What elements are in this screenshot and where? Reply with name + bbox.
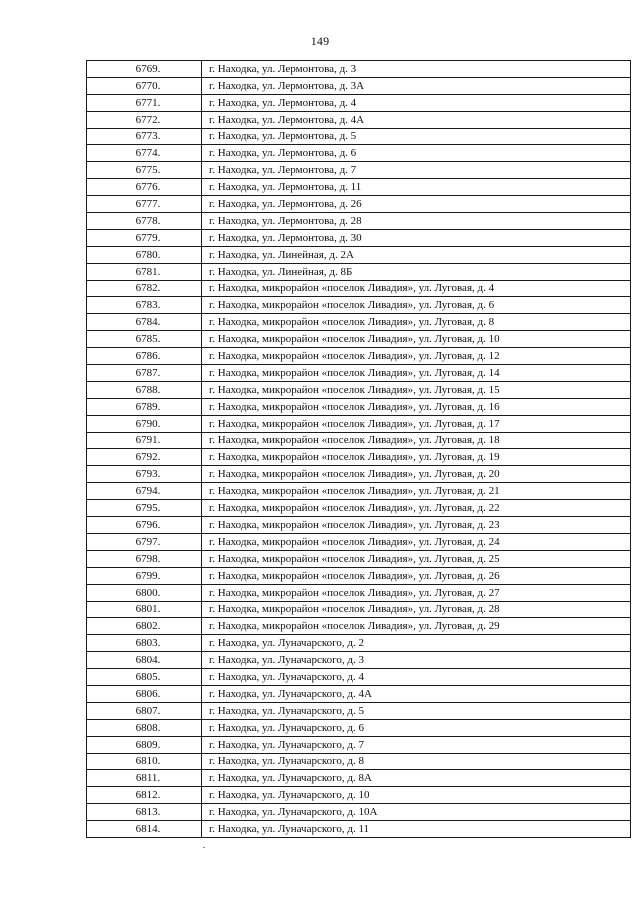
address-cell: г. Находка, микрорайон «поселок Ливадия», ул. Луговая, д. 15 bbox=[202, 381, 631, 398]
address-cell: г. Находка, ул. Лермонтова, д. 4 bbox=[202, 94, 631, 111]
address-cell: г. Находка, микрорайон «поселок Ливадия», ул. Луговая, д. 26 bbox=[202, 567, 631, 584]
row-number-cell: 6770. bbox=[87, 77, 202, 94]
table-row bbox=[87, 702, 631, 719]
table-row bbox=[87, 533, 631, 550]
table-row bbox=[87, 314, 631, 331]
table-row bbox=[87, 466, 631, 483]
address-cell: г. Находка, микрорайон «поселок Ливадия», ул. Луговая, д. 16 bbox=[202, 398, 631, 415]
address-cell: г. Находка, ул. Лермонтова, д. 3 bbox=[202, 61, 631, 78]
table-row bbox=[87, 61, 631, 78]
row-number-cell: 6799. bbox=[87, 567, 202, 584]
table-row bbox=[87, 280, 631, 297]
row-number-cell: 6813. bbox=[87, 804, 202, 821]
row-number-cell: 6792. bbox=[87, 449, 202, 466]
row-number-cell: 6806. bbox=[87, 685, 202, 702]
scan-mark bbox=[203, 847, 205, 848]
row-number-cell: 6780. bbox=[87, 246, 202, 263]
row-number-cell: 6781. bbox=[87, 263, 202, 280]
row-number-cell: 6814. bbox=[87, 821, 202, 838]
row-number-cell: 6779. bbox=[87, 229, 202, 246]
address-cell: г. Находка, ул. Лермонтова, д. 5 bbox=[202, 128, 631, 145]
address-cell: г. Находка, ул. Луначарского, д. 8А bbox=[202, 770, 631, 787]
address-cell: г. Находка, ул. Линейная, д. 2А bbox=[202, 246, 631, 263]
table-row bbox=[87, 263, 631, 280]
address-cell: г. Находка, микрорайон «поселок Ливадия», ул. Луговая, д. 17 bbox=[202, 415, 631, 432]
row-number-cell: 6788. bbox=[87, 381, 202, 398]
row-number-cell: 6802. bbox=[87, 618, 202, 635]
address-cell: г. Находка, микрорайон «поселок Ливадия», ул. Луговая, д. 24 bbox=[202, 533, 631, 550]
address-cell: г. Находка, ул. Лермонтова, д. 3А bbox=[202, 77, 631, 94]
row-number-cell: 6811. bbox=[87, 770, 202, 787]
address-cell: г. Находка, микрорайон «поселок Ливадия», ул. Луговая, д. 10 bbox=[202, 331, 631, 348]
address-cell: г. Находка, микрорайон «поселок Ливадия», ул. Луговая, д. 19 bbox=[202, 449, 631, 466]
address-cell: г. Находка, ул. Лермонтова, д. 7 bbox=[202, 162, 631, 179]
table-row bbox=[87, 500, 631, 517]
row-number-cell: 6809. bbox=[87, 736, 202, 753]
row-number-cell: 6804. bbox=[87, 652, 202, 669]
table-row bbox=[87, 804, 631, 821]
address-cell: г. Находка, ул. Лермонтова, д. 11 bbox=[202, 179, 631, 196]
table-row bbox=[87, 787, 631, 804]
table-row bbox=[87, 213, 631, 230]
table-row bbox=[87, 246, 631, 263]
address-cell: г. Находка, микрорайон «поселок Ливадия», ул. Луговая, д. 27 bbox=[202, 584, 631, 601]
row-number-cell: 6772. bbox=[87, 111, 202, 128]
row-number-cell: 6812. bbox=[87, 787, 202, 804]
row-number-cell: 6801. bbox=[87, 601, 202, 618]
table-row bbox=[87, 635, 631, 652]
row-number-cell: 6773. bbox=[87, 128, 202, 145]
address-cell: г. Находка, микрорайон «поселок Ливадия», ул. Луговая, д. 21 bbox=[202, 483, 631, 500]
table-row bbox=[87, 601, 631, 618]
table-row bbox=[87, 381, 631, 398]
row-number-cell: 6796. bbox=[87, 517, 202, 534]
row-number-cell: 6785. bbox=[87, 331, 202, 348]
row-number-cell: 6771. bbox=[87, 94, 202, 111]
address-cell: г. Находка, ул. Луначарского, д. 4 bbox=[202, 669, 631, 686]
address-cell: г. Находка, ул. Луначарского, д. 8 bbox=[202, 753, 631, 770]
address-cell: г. Находка, ул. Луначарского, д. 3 bbox=[202, 652, 631, 669]
address-cell: г. Находка, ул. Лермонтова, д. 28 bbox=[202, 213, 631, 230]
table-row bbox=[87, 652, 631, 669]
row-number-cell: 6793. bbox=[87, 466, 202, 483]
table-row bbox=[87, 483, 631, 500]
table-row bbox=[87, 415, 631, 432]
row-number-cell: 6784. bbox=[87, 314, 202, 331]
row-number-cell: 6800. bbox=[87, 584, 202, 601]
table-row bbox=[87, 77, 631, 94]
table-row bbox=[87, 179, 631, 196]
address-cell: г. Находка, микрорайон «поселок Ливадия», ул. Луговая, д. 18 bbox=[202, 432, 631, 449]
table-row bbox=[87, 517, 631, 534]
address-cell: г. Находка, микрорайон «поселок Ливадия», ул. Луговая, д. 23 bbox=[202, 517, 631, 534]
address-cell: г. Находка, ул. Линейная, д. 8Б bbox=[202, 263, 631, 280]
address-table-body bbox=[87, 61, 631, 838]
table-row bbox=[87, 584, 631, 601]
address-cell: г. Находка, микрорайон «поселок Ливадия», ул. Луговая, д. 29 bbox=[202, 618, 631, 635]
table-row bbox=[87, 550, 631, 567]
table-row bbox=[87, 567, 631, 584]
page-number: 149 bbox=[310, 34, 330, 48]
table-row bbox=[87, 94, 631, 111]
table-row bbox=[87, 753, 631, 770]
table-row bbox=[87, 128, 631, 145]
row-number-cell: 6774. bbox=[87, 145, 202, 162]
address-cell: г. Находка, ул. Лермонтова, д. 26 bbox=[202, 196, 631, 213]
table-row bbox=[87, 229, 631, 246]
address-cell: г. Находка, ул. Лермонтова, д. 30 bbox=[202, 229, 631, 246]
row-number-cell: 6775. bbox=[87, 162, 202, 179]
address-cell: г. Находка, микрорайон «поселок Ливадия», ул. Луговая, д. 8 bbox=[202, 314, 631, 331]
table-row bbox=[87, 162, 631, 179]
row-number-cell: 6786. bbox=[87, 348, 202, 365]
address-cell: г. Находка, ул. Луначарского, д. 5 bbox=[202, 702, 631, 719]
row-number-cell: 6797. bbox=[87, 533, 202, 550]
address-cell: г. Находка, ул. Луначарского, д. 10 bbox=[202, 787, 631, 804]
table-row bbox=[87, 618, 631, 635]
address-cell: г. Находка, ул. Луначарского, д. 7 bbox=[202, 736, 631, 753]
address-cell: г. Находка, микрорайон «поселок Ливадия», ул. Луговая, д. 25 bbox=[202, 550, 631, 567]
address-cell: г. Находка, ул. Луначарского, д. 2 bbox=[202, 635, 631, 652]
address-cell: г. Находка, ул. Лермонтова, д. 6 bbox=[202, 145, 631, 162]
table-row bbox=[87, 196, 631, 213]
table-row bbox=[87, 297, 631, 314]
address-cell: г. Находка, ул. Лермонтова, д. 4А bbox=[202, 111, 631, 128]
table-row bbox=[87, 719, 631, 736]
address-cell: г. Находка, ул. Луначарского, д. 6 bbox=[202, 719, 631, 736]
table-row bbox=[87, 669, 631, 686]
address-cell: г. Находка, ул. Луначарского, д. 10А bbox=[202, 804, 631, 821]
row-number-cell: 6782. bbox=[87, 280, 202, 297]
address-cell: г. Находка, микрорайон «поселок Ливадия», ул. Луговая, д. 6 bbox=[202, 297, 631, 314]
address-table bbox=[86, 60, 631, 838]
row-number-cell: 6803. bbox=[87, 635, 202, 652]
row-number-cell: 6794. bbox=[87, 483, 202, 500]
table-row bbox=[87, 145, 631, 162]
address-cell: г. Находка, ул. Луначарского, д. 4А bbox=[202, 685, 631, 702]
row-number-cell: 6790. bbox=[87, 415, 202, 432]
table-row bbox=[87, 449, 631, 466]
row-number-cell: 6778. bbox=[87, 213, 202, 230]
row-number-cell: 6787. bbox=[87, 365, 202, 382]
row-number-cell: 6795. bbox=[87, 500, 202, 517]
table-row bbox=[87, 398, 631, 415]
table-row bbox=[87, 770, 631, 787]
row-number-cell: 6791. bbox=[87, 432, 202, 449]
row-number-cell: 6807. bbox=[87, 702, 202, 719]
row-number-cell: 6776. bbox=[87, 179, 202, 196]
table-row bbox=[87, 111, 631, 128]
row-number-cell: 6798. bbox=[87, 550, 202, 567]
table-row bbox=[87, 365, 631, 382]
table-row bbox=[87, 331, 631, 348]
address-cell: г. Находка, микрорайон «поселок Ливадия», ул. Луговая, д. 22 bbox=[202, 500, 631, 517]
row-number-cell: 6777. bbox=[87, 196, 202, 213]
table-row bbox=[87, 821, 631, 838]
table-row bbox=[87, 432, 631, 449]
address-table-container bbox=[86, 60, 613, 838]
address-cell: г. Находка, микрорайон «поселок Ливадия», ул. Луговая, д. 28 bbox=[202, 601, 631, 618]
row-number-cell: 6783. bbox=[87, 297, 202, 314]
table-row bbox=[87, 685, 631, 702]
address-cell: г. Находка, ул. Луначарского, д. 11 bbox=[202, 821, 631, 838]
address-cell: г. Находка, микрорайон «поселок Ливадия», ул. Луговая, д. 4 bbox=[202, 280, 631, 297]
table-row bbox=[87, 736, 631, 753]
address-cell: г. Находка, микрорайон «поселок Ливадия», ул. Луговая, д. 20 bbox=[202, 466, 631, 483]
address-cell: г. Находка, микрорайон «поселок Ливадия», ул. Луговая, д. 12 bbox=[202, 348, 631, 365]
address-cell: г. Находка, микрорайон «поселок Ливадия», ул. Луговая, д. 14 bbox=[202, 365, 631, 382]
row-number-cell: 6810. bbox=[87, 753, 202, 770]
row-number-cell: 6769. bbox=[87, 61, 202, 78]
row-number-cell: 6805. bbox=[87, 669, 202, 686]
row-number-cell: 6808. bbox=[87, 719, 202, 736]
row-number-cell: 6789. bbox=[87, 398, 202, 415]
table-row bbox=[87, 348, 631, 365]
